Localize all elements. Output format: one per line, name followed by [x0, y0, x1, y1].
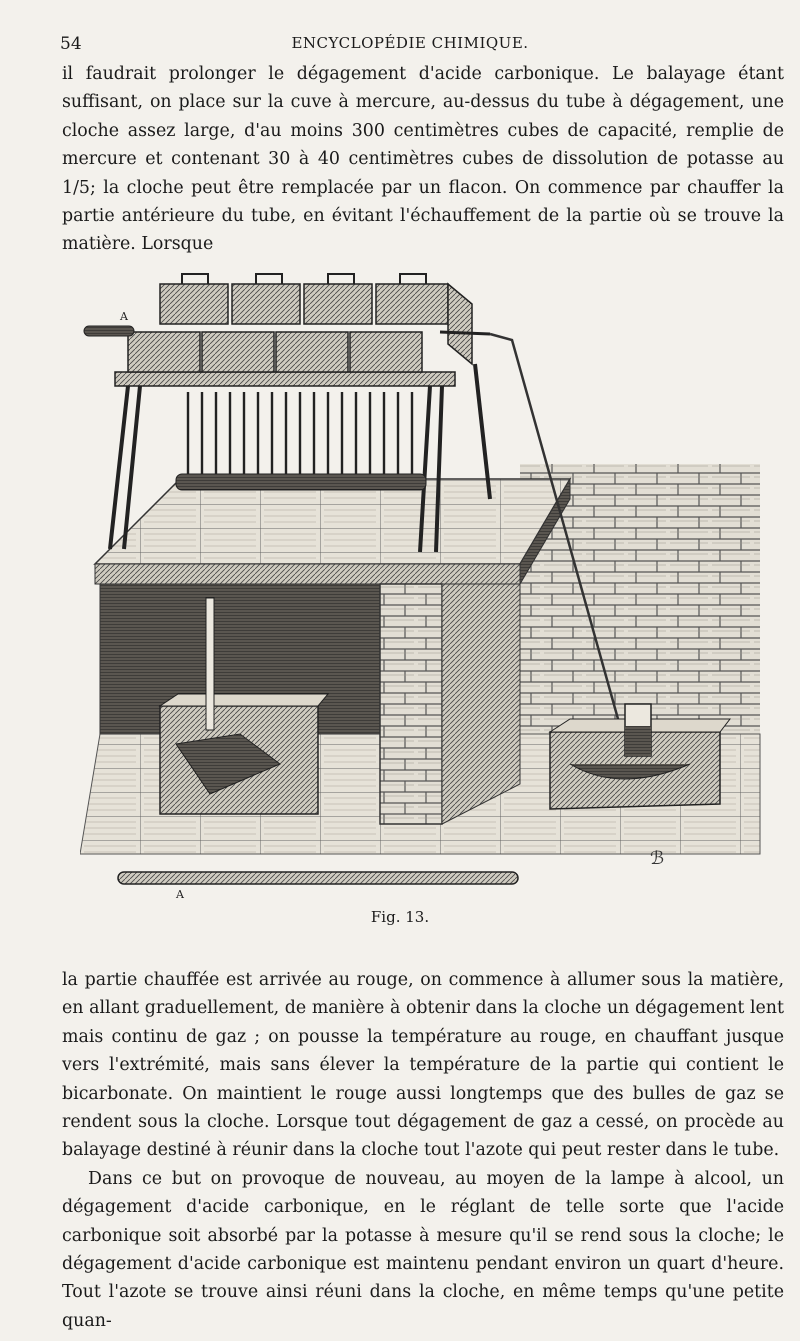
combustion-furnace-engraving: [80, 264, 770, 904]
paragraph-continuation: la partie chauffée est arrivée au rouge, on commence à allumer sous la matière, en allant graduellement, de manière à obtenir dans la cloche un dégagement lent mais continu de gaz ; on pousse la température au rouge, en chauffant jusque vers l'extrémité, mais sans élever la température de la partie qui contient le bicarbonate. On maintient le rouge aussi longtemps que des bulles de gaz se rendent sous la cloche. Lorsque tout dégagement de gaz a cessé, on procède au balayage destiné à réunir dans la cloche tout l'azote qui peut rester dans le tube.: [62, 970, 784, 1161]
page-number: 54: [60, 34, 82, 54]
paragraph-next: Dans ce but on provoque de nouveau, au moyen de la lampe à alcool, un dégagement d'acide carbonique, en le réglant de telle sorte que l'acide carbonique soit absorbé par la potasse à mesure qu'il se rend sous la cloche; le dégagement d'acide carbonique est maintenu pendant environ un quart d'heure. Tout l'azote se trouve ainsi réuni dans la cloche, en même temps qu'une petite quan-: [62, 1168, 784, 1331]
figure-caption: Fig. 13.: [370, 908, 430, 926]
figure-illustration: [80, 264, 770, 904]
paragraph-top: il faudrait prolonger le dégagement d'acide carbonique. Le balayage étant suffisant, on place sur la cuve à mercure, au-dessus du tube à dégagement, une cloche assez large, d'au moins 300 centimètres cubes de capacité, remplie de mercure et contenant 30 à 40 centimètres cubes de dissolution de potasse au 1/5; la cloche peut être remplacée par un flacon. On commence par chauffer la partie antérieure du tube, en évitant l'échauffement de la partie où se trouve la matière. Lorsque: [62, 64, 784, 255]
body-text-bottom: [62, 966, 784, 1335]
running-head: ENCYCLOPÉDIE CHIMIQUE.: [291, 34, 529, 52]
label-a-top: A: [120, 310, 128, 323]
page-header: [60, 34, 760, 58]
body-text-top: [62, 60, 784, 259]
engraver-signature: ℬ: [650, 848, 665, 869]
label-a-bottom: A: [176, 888, 184, 901]
